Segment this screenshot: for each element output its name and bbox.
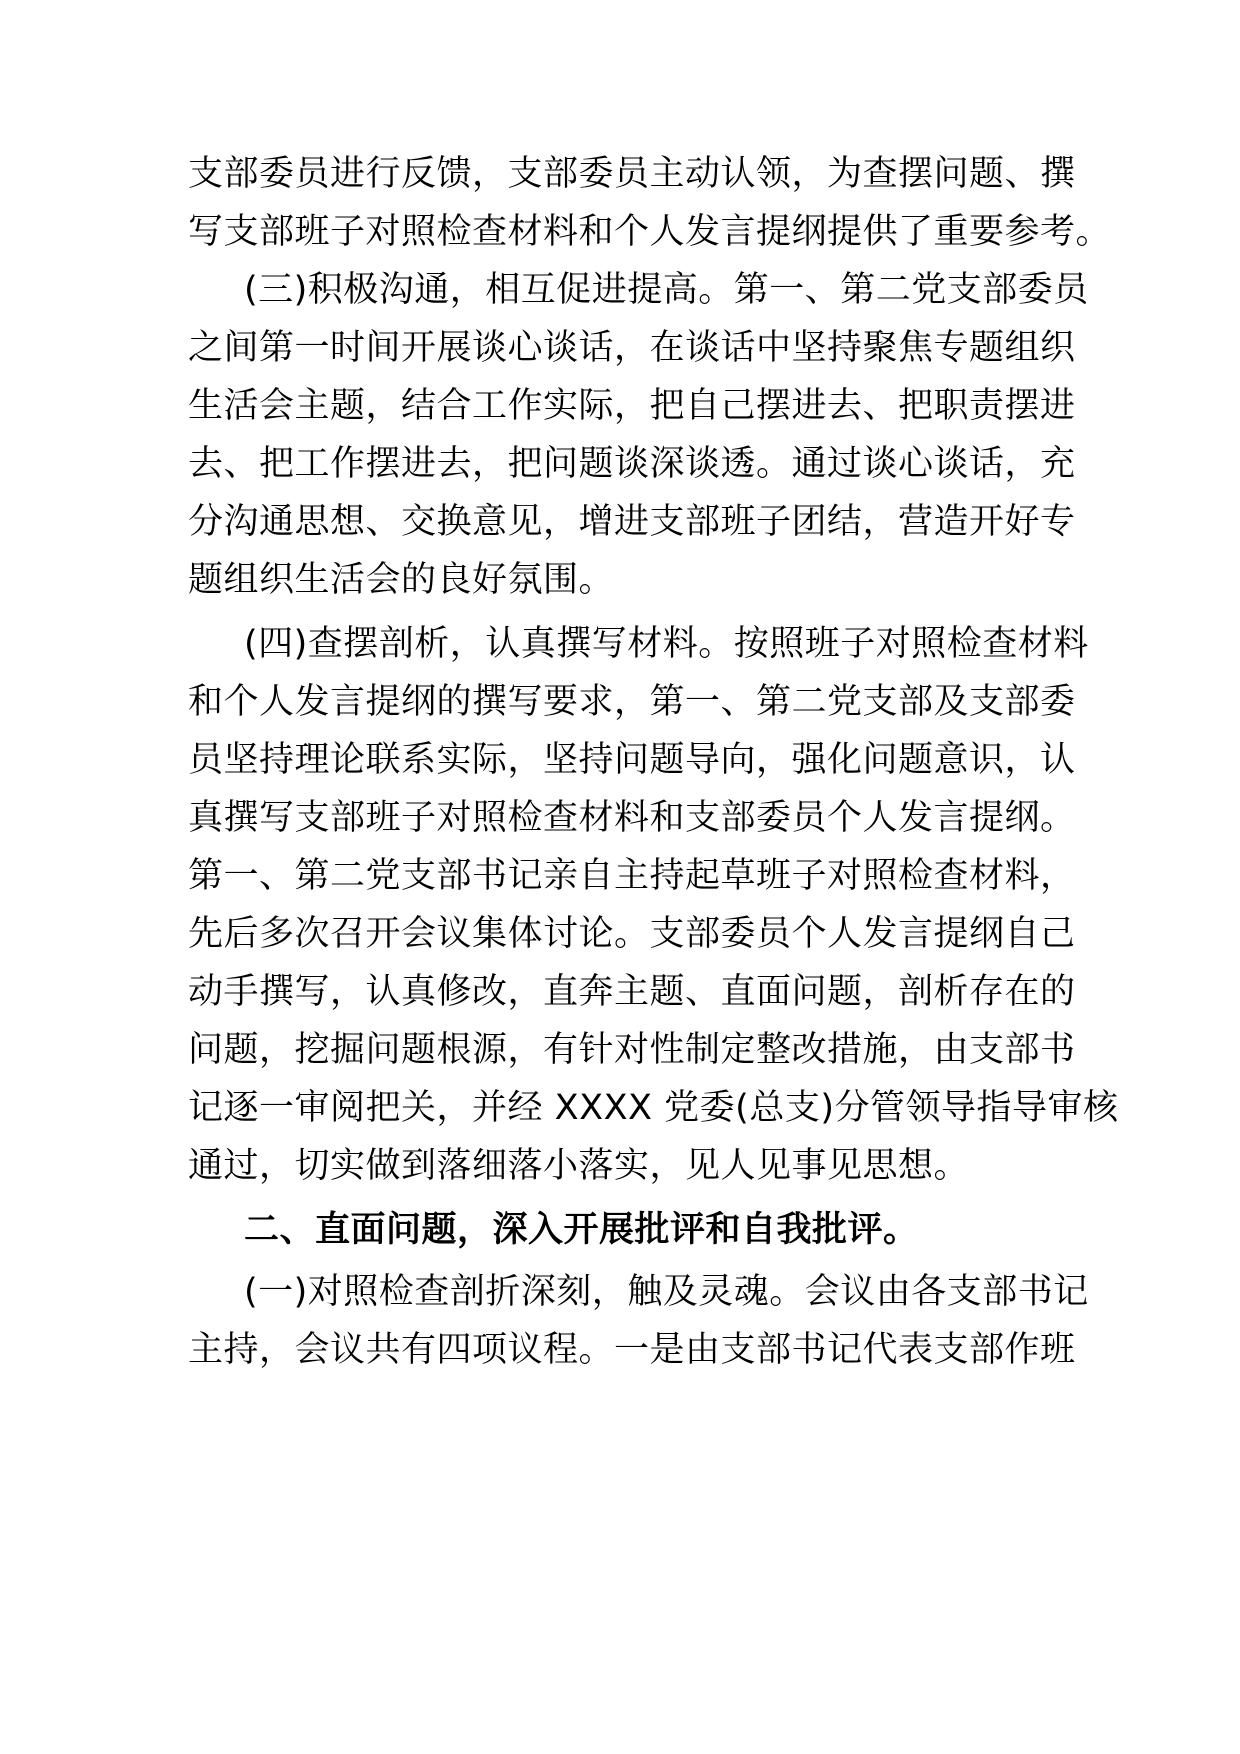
- text-line-11: 员坚持理论联系实际，坚持问题导向，强化问题意识，认: [188, 740, 1076, 780]
- paragraph-heading-4: (四)查摆剖析，认真撰写材料。按照班子对照检查材料: [244, 624, 1089, 664]
- text-line-6: 去、把工作摆进去，把问题谈深谈透。通过谈心谈话，充: [188, 444, 1076, 484]
- text-line-2: 写支部班子对照检查材料和个人发言提纲提供了重要参考。: [188, 212, 1112, 252]
- text-line-16: 问题，挖掘问题根源，有针对性制定整改措施，由支部书: [188, 1030, 1076, 1070]
- text-line-4: 之间第一时间开展谈心谈话，在谈话中坚持聚焦专题组织: [188, 328, 1076, 368]
- text-line-13: 第一、第二党支部书记亲自主持起草班子对照检查材料，: [188, 856, 1076, 896]
- text-line-14: 先后多次召开会议集体讨论。支部委员个人发言提纲自己: [188, 914, 1076, 954]
- text-line-12: 真撰写支部班子对照检查材料和支部委员个人发言提纲。: [188, 798, 1076, 838]
- text-line-21: 主持，会议共有四项议程。一是由支部书记代表支部作班: [188, 1330, 1076, 1370]
- paragraph-heading-3: (三)积极沟通，相互促进提高。第一、第二党支部委员: [244, 270, 1089, 310]
- text-line-1: 支部委员进行反馈，支部委员主动认领，为查摆问题、撰: [188, 154, 1076, 194]
- text-line-7: 分沟通思想、交换意见，增进支部班子团结，营造开好专: [188, 502, 1076, 542]
- section-heading-2: 二、直面问题，深入开展批评和自我批评。: [244, 1210, 919, 1250]
- text-line-10: 和个人发言提纲的撰写要求，第一、第二党支部及支部委: [188, 682, 1076, 722]
- text-line-15: 动手撰写，认真修改，直奔主题、直面问题，剖析存在的: [188, 972, 1076, 1012]
- paragraph-heading-1: (一)对照检查剖折深刻，触及灵魂。会议由各支部书记: [244, 1272, 1089, 1312]
- text-line-5: 生活会主题，结合工作实际，把自己摆进去、把职责摆进: [188, 386, 1076, 426]
- text-line-17: 记逐一审阅把关，并经 XXXX 党委(总支)分管领导指导审核: [188, 1088, 1119, 1128]
- text-line-8: 题组织生活会的良好氛围。: [188, 560, 615, 600]
- text-line-18: 通过，切实做到落细落小落实，见人见事见思想。: [188, 1146, 970, 1186]
